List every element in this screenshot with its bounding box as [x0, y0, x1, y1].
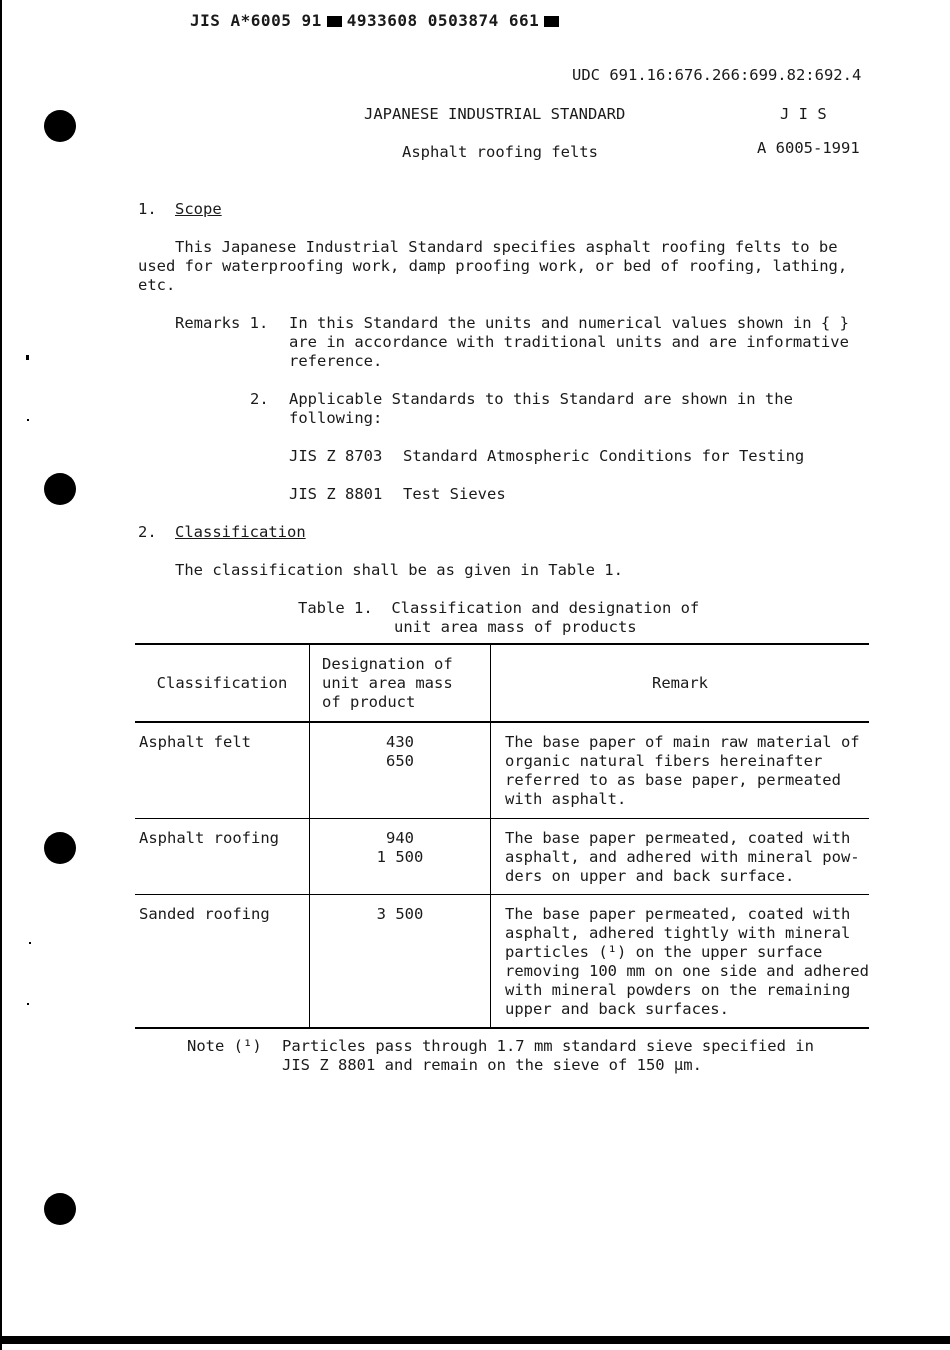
- udc-number: UDC 691.16:676.266:699.82:692.4: [572, 66, 862, 84]
- designation-value: 3 500: [376, 904, 424, 923]
- black-square-icon: [544, 16, 559, 27]
- scope-paragraph: This Japanese Industrial Standard specifies asphalt roofing felts to be used for waterproofing work, damp proofing work, or bed of roofing, lathing, etc.: [138, 238, 848, 294]
- classification-cell: Sanded roofing: [135, 894, 310, 1028]
- reference-title: Test Sieves: [403, 485, 506, 503]
- remark-item: In this Standard the units and numerical values shown in { } are in accordance with traditional units and are informative reference.: [289, 314, 849, 370]
- table-row: [135, 894, 869, 1028]
- remark-cell: The base paper of main raw material of organic natural fibers hereinafter referred to as base paper, permeated with asphalt.: [491, 722, 870, 818]
- section-heading: Classification: [175, 523, 306, 541]
- remark-cell: The base paper permeated, coated with asphalt, and adhered with mineral pow- ders on upper and back surface.: [491, 818, 870, 894]
- scan-speck: [29, 942, 31, 944]
- classification-cell: Asphalt roofing: [135, 818, 310, 894]
- classification-cell: Asphalt felt: [135, 722, 310, 818]
- note-text: Particles pass through 1.7 mm standard sieve specified in JIS Z 8801 and remain on the sieve of 150 μm.: [282, 1037, 814, 1074]
- section-heading: Scope: [175, 200, 222, 218]
- section-number: 1.: [138, 200, 157, 218]
- remarks-label: Remarks 1.: [175, 314, 269, 332]
- column-header: Designation of unit area mass of product: [310, 644, 491, 722]
- reference-title: Standard Atmospheric Conditions for Testing: [403, 447, 805, 465]
- classification-paragraph: The classification shall be as given in Table 1.: [175, 561, 623, 579]
- table-caption: unit area mass of products: [394, 618, 637, 636]
- designation-value: 940 1 500: [376, 828, 424, 866]
- remark-cell: The base paper permeated, coated with asphalt, adhered tightly with mineral particles (¹) on the upper surface removing 100 mm on one side and adhered with mineral powders on the remaining upper and back surfaces.: [491, 894, 870, 1028]
- column-header: Classification: [135, 644, 310, 722]
- header-code: JIS A*6005 91 4933608 0503874 661: [190, 11, 564, 30]
- designation-cell: [310, 818, 491, 894]
- designation-cell: [310, 894, 491, 1028]
- table-row: [135, 818, 869, 894]
- reference-code: JIS Z 8801: [289, 485, 383, 503]
- page-edge: [0, 0, 2, 1350]
- designation-value: 430 650: [386, 733, 414, 770]
- classification-table: [135, 643, 869, 1029]
- document-title: Asphalt roofing felts: [402, 143, 598, 161]
- table-row: [135, 722, 869, 818]
- designation-cell: [310, 722, 491, 818]
- scan-speck: [26, 355, 29, 360]
- scan-speck: [27, 1003, 29, 1005]
- remark-number: 2.: [250, 390, 269, 408]
- table-caption: Table 1. Classification and designation of: [298, 599, 700, 617]
- remark-item: Applicable Standards to this Standard are shown in the following:: [289, 390, 793, 427]
- document-number: A 6005-1991: [757, 139, 860, 157]
- section-number: 2.: [138, 523, 157, 541]
- reference-code: JIS Z 8703: [289, 447, 383, 465]
- note-label: Note (¹): [187, 1037, 262, 1055]
- punch-hole: [44, 110, 76, 142]
- scan-speck: [27, 419, 29, 421]
- column-header: Remark: [491, 644, 870, 722]
- page-edge: [0, 1336, 950, 1344]
- table-header-row: [135, 644, 869, 722]
- punch-hole: [44, 473, 76, 505]
- jis-label: J I S: [780, 105, 827, 123]
- punch-hole: [44, 1193, 76, 1225]
- black-square-icon: [327, 16, 342, 27]
- standard-label: JAPANESE INDUSTRIAL STANDARD: [364, 105, 626, 123]
- punch-hole: [44, 832, 76, 864]
